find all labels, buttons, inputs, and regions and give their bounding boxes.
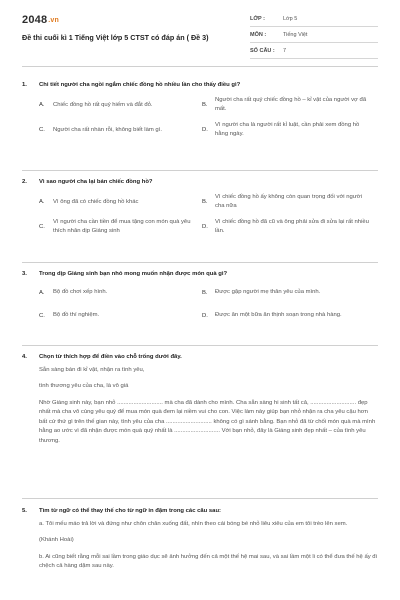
question-5: [22, 508, 378, 579]
question-divider: [22, 170, 378, 171]
option-c[interactable]: [22, 121, 202, 139]
question-text: Tìm từ ngữ có thể thay thế cho từ ngữ in đậm trong các câu sau:: [39, 508, 222, 514]
question-text: Chi tiết người cha ngồi ngắm chiếc đồng hồ nhiều lần cho thấy điều gì?: [39, 82, 241, 88]
question-2: [22, 179, 378, 237]
option-letter: B.: [202, 290, 208, 296]
option-a[interactable]: [22, 285, 202, 301]
question-text: Vì sao người cha lại bán chiếc đồng hồ?: [39, 179, 153, 185]
logo-suffix: .vn: [48, 16, 59, 24]
sentence-b: b. Ai cũng biết rằng mỗi sai lầm trong giáo dục sẽ ảnh hưởng đến cả một thế hệ mai sau, và sai lầm một li có thể đưa thế hệ ấy đi chệch cả hàng dặm sau này.: [39, 553, 377, 570]
option-text: Vì người cha cần tiền để mua tặng con món quà yêu thích nhân dịp Giáng sinh: [53, 219, 191, 235]
option-text: Vì chiếc đồng hồ đã cũ và ông phải sửa đi sửa lại rất nhiều lần.: [215, 219, 369, 235]
question-number: 3.: [22, 271, 27, 277]
option-text: Bộ đồ chơi xếp hình.: [53, 289, 108, 296]
source-citation: (Khánh Hoài): [39, 537, 74, 544]
document-title: Đề thi cuối kì 1 Tiếng Việt lớp 5 CTST có đáp án ( Đề 3): [22, 33, 209, 42]
option-text: Vì chiếc đồng hồ ấy không còn quan trọng đối với người cha nữa: [215, 194, 362, 210]
question-body: [39, 366, 377, 446]
meta-row-grade: [250, 11, 378, 27]
option-letter: D.: [202, 127, 208, 134]
question-divider: [22, 262, 378, 263]
question-number: 5.: [22, 508, 27, 514]
option-text: Người cha rất quý chiếc đồng hồ – kỉ vật của người vợ đã mất.: [215, 97, 367, 113]
site-logo[interactable]: [22, 14, 59, 26]
question-divider: [22, 498, 378, 499]
option-b[interactable]: [202, 285, 378, 301]
option-a[interactable]: [22, 193, 202, 211]
option-b[interactable]: [202, 96, 378, 114]
option-letter: A.: [39, 102, 45, 109]
option-letter: C.: [39, 224, 45, 231]
meta-row-count: [250, 43, 378, 59]
question-text: Trong dịp Giáng sinh bạn nhỏ mong muốn nhận được món quà gì?: [39, 271, 228, 277]
option-c[interactable]: [22, 218, 202, 236]
option-c[interactable]: [22, 308, 202, 324]
meta-value: 7: [283, 47, 287, 54]
meta-key: MÔN :: [250, 31, 267, 38]
option-text: Chiếc đồng hồ rất quý hiếm và đắt đỏ.: [53, 101, 153, 108]
option-letter: D.: [202, 313, 208, 319]
option-text: Bộ đồ thí nghiệm.: [53, 312, 100, 319]
option-text: Vì ông đã có chiếc đồng hồ khác: [53, 198, 139, 205]
option-letter: C.: [39, 313, 45, 319]
question-number: 4.: [22, 354, 27, 360]
option-letter: A.: [39, 290, 45, 296]
question-number: 1.: [22, 82, 27, 88]
option-text: Được gặp người mẹ thân yêu của mình.: [215, 289, 321, 296]
word-bank-line: Sẵn sàng bán đi kỉ vật, nhận ra tình yêu,: [39, 367, 145, 373]
question-text: Chọn từ thích hợp để điền vào chỗ trống dưới đây.: [39, 354, 182, 360]
option-text: Được ăn một bữa ăn thịnh soạn trong nhà hàng.: [215, 312, 342, 319]
option-letter: B.: [202, 102, 208, 109]
question-number: 2.: [22, 179, 27, 185]
option-letter: D.: [202, 224, 208, 231]
meta-key: LỚP :: [250, 15, 265, 22]
logo-main: 2048: [22, 14, 48, 26]
fill-in-paragraph: Nhờ Giáng sinh này, bạn nhỏ ............................ mà cha đã dành cho mình. Cha sẵn sàng hi sinh tất cả, ............................ đẹp nhất mà cha vô cùng yêu quý để mua món quà đem lại niềm vui cho con. Việc làm này giúp bạn nhỏ nhận ra cha yêu cậu hơn bất cứ thứ gì trên thế gian này, tình yêu của cha ............................ không có gì sánh bằng. Bạn nhỏ đã từ chối món quà mà mình hằng ao ước vì đã nhận được món quà quý nhất là ............................ Với bạn nhỏ, đây là Giáng sinh đẹp nhất – của tình yêu thương.: [39, 399, 376, 444]
meta-table: [250, 11, 378, 59]
option-letter: A.: [39, 199, 45, 206]
option-b[interactable]: [202, 193, 378, 211]
meta-value: Tiếng Việt: [283, 31, 308, 38]
option-d[interactable]: [202, 308, 378, 324]
option-text: Người cha rất nhàn rỗi, không biết làm gì.: [53, 126, 162, 133]
option-d[interactable]: [202, 218, 378, 236]
word-bank-line: tình thương yêu của cha, là vô giá: [39, 383, 129, 390]
option-d[interactable]: [202, 121, 378, 139]
sentence-a: a. Tôi mếu máo trả lời và đứng như chôn chân xuống đất, nhìn theo cái bóng bé nhỏ liêu xiêu của em tôi trèo lên xem.: [39, 521, 348, 527]
header-divider: [22, 66, 378, 67]
meta-value: Lớp 5: [283, 15, 298, 22]
question-4: [22, 354, 378, 453]
question-body: [39, 520, 377, 572]
option-letter: C.: [39, 127, 45, 134]
option-letter: B.: [202, 199, 208, 206]
option-text: Vì người cha là người rất kỉ luật, cần phải xem đồng hồ hằng ngày.: [215, 122, 360, 138]
question-1: [22, 82, 378, 140]
meta-row-subject: [250, 27, 378, 43]
option-a[interactable]: [22, 96, 202, 114]
question-3: [22, 271, 378, 324]
meta-key: SỐ CÂU :: [250, 47, 275, 54]
question-divider: [22, 345, 378, 346]
